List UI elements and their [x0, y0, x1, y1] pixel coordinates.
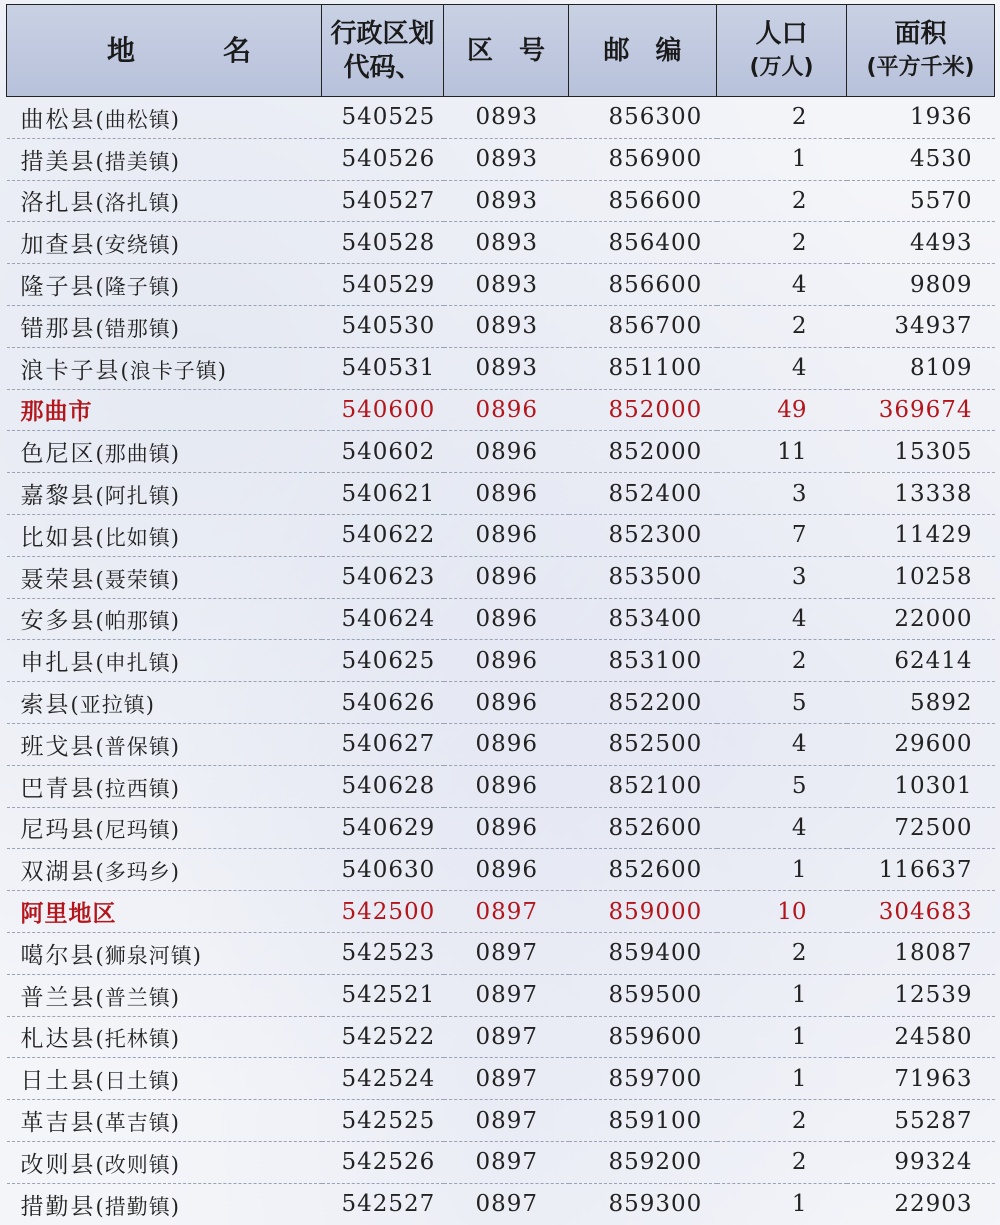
area-code-cell: 0893 [475, 146, 539, 173]
area-code-cell: 0896 [475, 773, 539, 800]
postcode-cell: 852600 [608, 856, 703, 883]
division-code-cell: 542500 [341, 898, 436, 925]
seat-town: (托林镇) [95, 1027, 180, 1052]
place-name-cell [7, 556, 322, 598]
population-cell: 1 [791, 1191, 807, 1218]
area-code-cell: 0893 [475, 104, 539, 131]
seat-town: (普兰镇) [95, 985, 180, 1010]
place-name-cell [7, 97, 322, 139]
division-code-cell: 540530 [341, 313, 436, 340]
population-cell: 49 [777, 396, 807, 423]
area-code-cell: 0896 [475, 647, 539, 674]
area-sqkm-cell: 116637 [878, 856, 973, 883]
place-name: 安多县 [20, 608, 96, 635]
seat-town: (亚拉镇) [70, 693, 155, 718]
postcode-cell: 859700 [608, 1065, 703, 1092]
seat-town: (日土镇) [95, 1069, 180, 1094]
area-code-cell: 0896 [475, 856, 539, 883]
area-sqkm-cell: 22000 [894, 605, 973, 632]
table-row [7, 222, 995, 264]
area-sqkm-cell: 4493 [909, 229, 973, 256]
area-code-cell: 0896 [475, 564, 539, 591]
area-code-cell: 0893 [475, 187, 539, 214]
division-code-cell: 540627 [341, 731, 436, 758]
seat-town: (隆子镇) [95, 275, 180, 300]
area-sqkm-cell: 10258 [894, 564, 973, 591]
division-code-cell: 540529 [341, 271, 436, 298]
place-name: 噶尔县 [20, 942, 96, 969]
table-row [7, 264, 995, 306]
header-area-code-label: 区 号 [466, 35, 545, 66]
area-sqkm-cell: 369674 [878, 396, 973, 423]
place-name: 错那县 [20, 315, 96, 342]
place-name: 尼玛县 [20, 817, 96, 844]
population-cell: 4 [791, 605, 807, 632]
division-code-cell: 540602 [341, 438, 436, 465]
place-name: 双湖县 [20, 859, 96, 886]
place-name-cell [7, 264, 322, 306]
postcode-cell: 856400 [608, 229, 703, 256]
postcode-cell: 852300 [608, 522, 703, 549]
postcode-cell: 853400 [608, 605, 703, 632]
table-row [7, 305, 995, 347]
area-sqkm-cell: 15305 [894, 438, 973, 465]
division-code-cell: 540528 [341, 229, 436, 256]
place-name: 申扎县 [20, 650, 96, 677]
postcode-cell: 852000 [608, 396, 703, 423]
population-cell: 1 [791, 146, 807, 173]
table-row [7, 807, 995, 849]
header-area [847, 5, 995, 97]
population-cell: 10 [777, 898, 807, 925]
population-cell: 2 [791, 104, 807, 131]
place-name-cell [7, 765, 322, 807]
area-code-cell: 0896 [475, 605, 539, 632]
place-name-cell [7, 598, 322, 640]
division-code-cell: 542524 [341, 1065, 436, 1092]
table-row [7, 138, 995, 180]
population-cell: 4 [791, 731, 807, 758]
division-code-cell: 540626 [341, 689, 436, 716]
area-sqkm-cell: 71963 [894, 1065, 973, 1092]
area-sqkm-cell: 55287 [894, 1107, 973, 1134]
division-code-cell: 542522 [341, 1023, 436, 1050]
area-sqkm-cell: 4530 [909, 146, 973, 173]
table-row [7, 473, 995, 515]
population-cell: 5 [791, 773, 807, 800]
seat-town: (聂荣镇) [95, 567, 180, 592]
area-code-cell: 0896 [475, 396, 539, 423]
area-code-cell: 0897 [475, 1065, 539, 1092]
division-code-cell: 540625 [341, 647, 436, 674]
area-sqkm-cell: 5892 [909, 689, 973, 716]
area-code-cell: 0896 [475, 522, 539, 549]
division-code-cell: 540628 [341, 773, 436, 800]
place-name-cell [7, 1100, 322, 1142]
population-cell: 4 [791, 355, 807, 382]
area-code-cell: 0897 [475, 1149, 539, 1176]
place-name-cell [7, 389, 322, 431]
seat-town: (普保镇) [95, 734, 180, 759]
place-name: 措勤县 [20, 1193, 96, 1220]
postcode-cell: 852100 [608, 773, 703, 800]
header-code-line1: 行政区划 [330, 18, 435, 49]
seat-town: (申扎镇) [95, 651, 180, 676]
place-name-cell [7, 849, 322, 891]
region-row [7, 891, 995, 933]
header-population-line1: 人口 [755, 18, 808, 49]
area-code-cell: 0893 [475, 355, 539, 382]
header-place-name [7, 5, 322, 97]
place-name: 聂荣县 [20, 566, 96, 593]
division-code-cell: 540621 [341, 480, 436, 507]
place-name: 比如县 [20, 524, 96, 551]
population-cell: 1 [791, 856, 807, 883]
area-sqkm-cell: 9809 [909, 271, 973, 298]
table-row [7, 514, 995, 556]
population-cell: 2 [791, 647, 807, 674]
division-code-cell: 542525 [341, 1107, 436, 1134]
table-row [7, 556, 995, 598]
seat-town: (多玛乡) [95, 860, 180, 885]
header-row [7, 5, 995, 97]
population-cell: 1 [791, 1065, 807, 1092]
place-name-cell [7, 891, 322, 933]
postcode-cell: 859600 [608, 1023, 703, 1050]
seat-town: (安绕镇) [95, 233, 180, 258]
postcode-cell: 859200 [608, 1149, 703, 1176]
division-code-cell: 542521 [341, 982, 436, 1009]
place-name: 札达县 [20, 1026, 96, 1053]
place-name: 巴青县 [20, 775, 96, 802]
place-name-cell [7, 138, 322, 180]
area-code-cell: 0896 [475, 438, 539, 465]
population-cell: 2 [791, 229, 807, 256]
place-name: 洛扎县 [20, 190, 96, 217]
area-code-cell: 0893 [475, 313, 539, 340]
postcode-cell: 852200 [608, 689, 703, 716]
area-code-cell: 0897 [475, 982, 539, 1009]
postcode-cell: 859300 [608, 1191, 703, 1218]
table-row [7, 598, 995, 640]
place-name-cell [7, 180, 322, 222]
table-row [7, 765, 995, 807]
place-name-cell [7, 347, 322, 389]
postcode-cell: 856600 [608, 271, 703, 298]
area-sqkm-cell: 72500 [894, 814, 973, 841]
header-division-code [322, 5, 444, 97]
table-row [7, 723, 995, 765]
seat-town: (曲松镇) [95, 107, 180, 132]
division-code-cell: 540623 [341, 564, 436, 591]
population-cell: 2 [791, 187, 807, 214]
area-sqkm-cell: 8109 [909, 355, 973, 382]
postcode-cell: 856600 [608, 187, 703, 214]
area-sqkm-cell: 11429 [894, 522, 973, 549]
place-name: 革吉县 [20, 1110, 96, 1137]
region-row [7, 389, 995, 431]
table-body [7, 97, 995, 1225]
area-code-cell: 0897 [475, 940, 539, 967]
postcode-cell: 859000 [608, 898, 703, 925]
header-name-left: 地 [107, 33, 136, 67]
seat-town: (那曲镇) [95, 442, 180, 467]
seat-town: (洛扎镇) [95, 191, 180, 216]
header-area-line1: 面积 [894, 18, 947, 49]
area-sqkm-cell: 24580 [894, 1023, 973, 1050]
division-code-cell: 540629 [341, 814, 436, 841]
table-row [7, 180, 995, 222]
place-name-cell [7, 974, 322, 1016]
population-cell: 11 [777, 438, 807, 465]
place-name-cell [7, 807, 322, 849]
place-name: 色尼区 [20, 441, 96, 468]
postcode-cell: 859400 [608, 940, 703, 967]
place-name: 嘉黎县 [20, 483, 96, 510]
postcode-cell: 852000 [608, 438, 703, 465]
table-row [7, 849, 995, 891]
place-name: 索县 [20, 692, 71, 719]
area-code-cell: 0893 [475, 229, 539, 256]
place-name-cell [7, 723, 322, 765]
area-code-cell: 0896 [475, 814, 539, 841]
area-sqkm-cell: 13338 [894, 480, 973, 507]
table-row [7, 1141, 995, 1183]
header-postcode-label: 邮 编 [603, 35, 682, 66]
division-code-cell: 542527 [341, 1191, 436, 1218]
population-cell: 5 [791, 689, 807, 716]
header-population [717, 5, 847, 97]
area-sqkm-cell: 34937 [894, 313, 973, 340]
postcode-cell: 856700 [608, 313, 703, 340]
place-name-cell [7, 473, 322, 515]
place-name-cell [7, 222, 322, 264]
area-sqkm-cell: 22903 [894, 1191, 973, 1218]
seat-town: (狮泉河镇) [95, 943, 202, 968]
seat-town: (尼玛镇) [95, 818, 180, 843]
place-name-cell [7, 682, 322, 724]
division-code-cell: 542523 [341, 940, 436, 967]
postcode-cell: 856300 [608, 104, 703, 131]
table-row [7, 1016, 995, 1058]
area-code-cell: 0897 [475, 898, 539, 925]
table-row [7, 347, 995, 389]
place-name: 日土县 [20, 1068, 96, 1095]
population-cell: 2 [791, 313, 807, 340]
area-sqkm-cell: 12539 [894, 982, 973, 1009]
postcode-cell: 852600 [608, 814, 703, 841]
postcode-cell: 852500 [608, 731, 703, 758]
place-name-cell [7, 1141, 322, 1183]
header-population-line2: (万人) [749, 54, 814, 80]
postcode-cell: 859100 [608, 1107, 703, 1134]
place-name: 措美县 [20, 148, 96, 175]
postcode-cell: 856900 [608, 146, 703, 173]
population-cell: 4 [791, 271, 807, 298]
division-code-cell: 540624 [341, 605, 436, 632]
header-code-line2: 代码、 [343, 52, 422, 83]
place-name: 阿里地区 [20, 901, 117, 928]
seat-town: (拉西镇) [95, 776, 180, 801]
table-row [7, 932, 995, 974]
population-cell: 3 [791, 564, 807, 591]
place-name-cell [7, 514, 322, 556]
population-cell: 2 [791, 1149, 807, 1176]
seat-town: (浪卡子镇) [120, 358, 227, 383]
population-cell: 1 [791, 1023, 807, 1050]
place-name: 普兰县 [20, 984, 96, 1011]
postcode-cell: 859500 [608, 982, 703, 1009]
population-cell: 4 [791, 814, 807, 841]
area-sqkm-cell: 10301 [894, 773, 973, 800]
place-name-cell [7, 1183, 322, 1225]
seat-town: (比如镇) [95, 525, 180, 550]
population-cell: 2 [791, 1107, 807, 1134]
division-code-cell: 540531 [341, 355, 436, 382]
division-code-cell: 542526 [341, 1149, 436, 1176]
area-sqkm-cell: 1936 [909, 104, 973, 131]
seat-town: (改则镇) [95, 1152, 180, 1177]
population-cell: 7 [791, 522, 807, 549]
place-name: 班戈县 [20, 733, 96, 760]
table-row [7, 431, 995, 473]
header-area-code [444, 5, 569, 97]
population-cell: 1 [791, 982, 807, 1009]
place-name-cell [7, 640, 322, 682]
area-sqkm-cell: 304683 [878, 898, 973, 925]
place-name: 曲松县 [20, 106, 96, 133]
division-code-cell: 540526 [341, 146, 436, 173]
table-row [7, 640, 995, 682]
postcode-cell: 853500 [608, 564, 703, 591]
area-code-cell: 0897 [475, 1107, 539, 1134]
area-sqkm-cell: 29600 [894, 731, 973, 758]
division-table [6, 4, 995, 1225]
place-name-cell [7, 1058, 322, 1100]
area-code-cell: 0896 [475, 480, 539, 507]
division-code-cell: 540600 [341, 396, 436, 423]
population-cell: 2 [791, 940, 807, 967]
area-code-cell: 0896 [475, 731, 539, 758]
header-area-line2: (平方千米) [866, 54, 975, 80]
division-code-cell: 540525 [341, 104, 436, 131]
seat-town: (阿扎镇) [95, 484, 180, 509]
table-row [7, 1100, 995, 1142]
postcode-cell: 852400 [608, 480, 703, 507]
place-name: 浪卡子县 [20, 357, 121, 384]
seat-town: (措勤镇) [95, 1194, 180, 1219]
area-code-cell: 0897 [475, 1023, 539, 1050]
area-code-cell: 0896 [475, 689, 539, 716]
area-sqkm-cell: 5570 [909, 187, 973, 214]
division-code-cell: 540630 [341, 856, 436, 883]
place-name: 隆子县 [20, 274, 96, 301]
table-row [7, 974, 995, 1016]
place-name-cell [7, 305, 322, 347]
postcode-cell: 851100 [608, 355, 703, 382]
place-name: 加查县 [20, 232, 96, 259]
division-code-cell: 540527 [341, 187, 436, 214]
area-sqkm-cell: 99324 [894, 1149, 973, 1176]
header-name-right: 名 [222, 33, 251, 67]
population-cell: 3 [791, 480, 807, 507]
place-name-cell [7, 431, 322, 473]
place-name: 那曲市 [20, 399, 93, 426]
header-postcode [569, 5, 717, 97]
table-row [7, 1058, 995, 1100]
place-name-cell [7, 1016, 322, 1058]
division-code-cell: 540622 [341, 522, 436, 549]
seat-town: (革吉镇) [95, 1111, 180, 1136]
seat-town: (帕那镇) [95, 609, 180, 634]
area-code-cell: 0893 [475, 271, 539, 298]
table-row [7, 97, 995, 139]
area-sqkm-cell: 18087 [894, 940, 973, 967]
area-sqkm-cell: 62414 [894, 647, 973, 674]
table-row [7, 682, 995, 724]
postcode-cell: 853100 [608, 647, 703, 674]
table-row [7, 1183, 995, 1225]
place-name: 改则县 [20, 1151, 96, 1178]
seat-town: (措美镇) [95, 149, 180, 174]
area-code-cell: 0897 [475, 1191, 539, 1218]
place-name-cell [7, 932, 322, 974]
seat-town: (错那镇) [95, 316, 180, 341]
